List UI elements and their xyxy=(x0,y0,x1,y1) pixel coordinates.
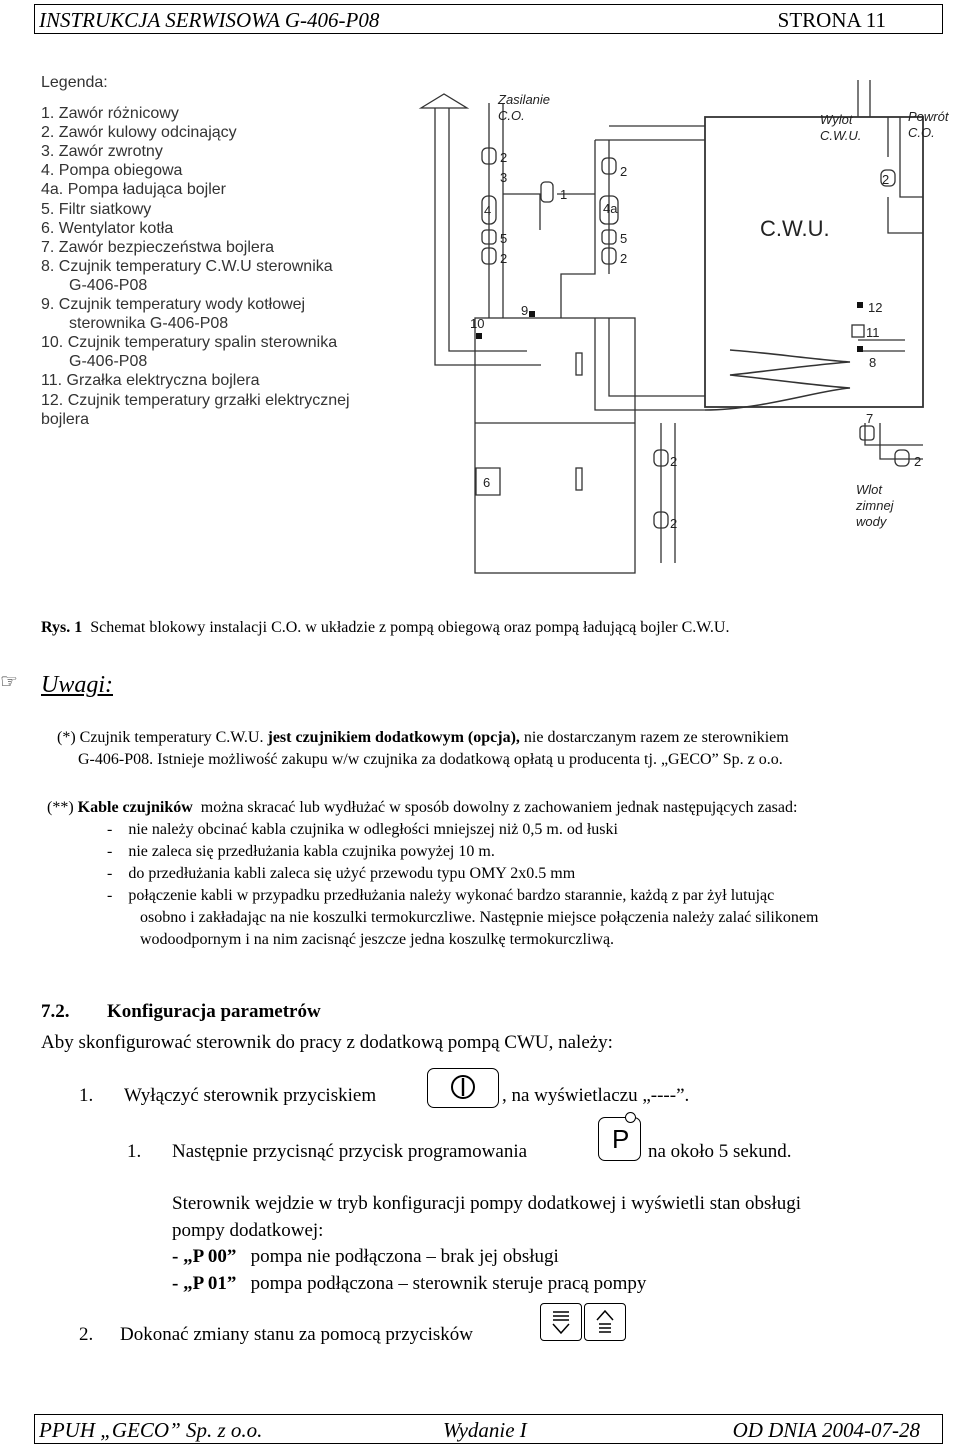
option-code: - „P 01” xyxy=(172,1273,237,1294)
footer-company: PPUH „GECO” Sp. z o.o. xyxy=(39,1418,263,1442)
document-title: INSTRUKCJA SERWISOWA G-406-P08 xyxy=(39,8,380,32)
bullet-cont: osobno i zakładając na nie koszulki termokurczliwe. Następnie miejsce połączenia należy zalać silikonem xyxy=(140,909,819,926)
label-wylot: Wylot xyxy=(820,112,853,127)
label-num: 2 xyxy=(620,251,628,266)
bullet-text: połączenie kabli w przypadku przedłużania należy wykonać bardzo starannie, każdą z par żył lutując xyxy=(128,887,775,904)
section-title: Konfiguracja parametrów xyxy=(107,1001,321,1022)
bullet-cont: wodoodpornym i na nim zacisnąć jeszcze jedna koszulkę termokurczliwą. xyxy=(140,931,615,948)
option-p01 xyxy=(172,1273,646,1295)
note-1-text: (*) Czujnik temperatury C.W.U. xyxy=(57,729,264,746)
label-num: 4 xyxy=(484,203,492,218)
label-powrot: Powrót xyxy=(908,109,949,124)
step-2-text: Następnie przycisnąć przycisk programowania xyxy=(172,1141,528,1162)
legend-item: 4a. Pompa ładująca bojler xyxy=(41,181,227,199)
label-cwu: C.W.U. xyxy=(820,128,862,143)
arrow-down-icon xyxy=(541,1304,583,1342)
boiler xyxy=(475,318,635,573)
legend-item: 7. Zawór bezpieczeństwa bojlera xyxy=(41,238,275,256)
note-2-text: można skracać lub wydłużać w sposób dowolny z zachowaniem jednak następujących zasad: xyxy=(200,799,798,816)
label-co2: C.O. xyxy=(908,125,935,140)
figure-text: Schemat blokowy instalacji C.O. w układzie z pompą obiegową oraz pompą ładującą bojler C.W.U. xyxy=(90,619,730,636)
section-heading xyxy=(41,1001,321,1023)
valve xyxy=(895,450,909,466)
program-button-label: P xyxy=(612,1124,630,1154)
legend-item: 9. Czujnik temperatury wody kotłowej xyxy=(41,296,306,314)
label-num: 1 xyxy=(560,187,568,202)
label-num: 2 xyxy=(500,150,508,165)
legend-item-cont: bojlera xyxy=(41,410,90,428)
footer-edition: Wydanie I xyxy=(443,1418,527,1442)
label-num: 4a xyxy=(603,201,618,216)
label-num: 2 xyxy=(670,454,678,469)
step-number: 1. xyxy=(127,1141,142,1162)
bullet-item: - do przedłużania kabli zaleca się użyć przewodu typu OMY 2x0.5 mm xyxy=(107,865,576,882)
note-2-bold: Kable czujników xyxy=(77,799,193,816)
label-num: 2 xyxy=(500,251,508,266)
bullet-text: nie zaleca się przedłużania kabla czujnika powyżej 10 m. xyxy=(128,843,495,860)
bullet-text: do przedłużania kabli zaleca się użyć przewodu typu OMY 2x0.5 mm xyxy=(128,865,576,882)
diff-valve xyxy=(541,182,553,202)
arrow-up-icon xyxy=(585,1304,627,1342)
bullet-item: - nie należy obcinać kabla czujnika w odległości mniejszej niż 0,5 m. od łuski xyxy=(107,821,618,838)
page-footer xyxy=(34,1414,943,1444)
bullet-text: nie należy obcinać kabla czujnika w odległości mniejszej niż 0,5 m. od łuski xyxy=(128,821,618,838)
power-button-icon xyxy=(427,1068,499,1108)
legend-item: 3. Zawór zwrotny xyxy=(41,143,163,161)
label-zasilanie: Zasilanie xyxy=(498,92,551,107)
legend-item: 10. Czujnik temperatury spalin sterownika xyxy=(41,334,338,352)
notes-title: Uwagi: xyxy=(41,672,113,698)
option-p00 xyxy=(172,1246,559,1268)
legend-item: 2. Zawór kulowy odcinający xyxy=(41,124,237,142)
legend-item-cont: G-406-P08 xyxy=(69,353,148,371)
chimney-cap xyxy=(421,94,467,108)
label-co: C.O. xyxy=(498,108,525,123)
paragraph: Sterownik wejdzie w tryb konfiguracji pompy dodatkowej i wyświetli stan obsługi xyxy=(172,1193,802,1214)
section-number: 7.2. xyxy=(41,1001,70,1022)
safety-valve xyxy=(860,426,874,440)
legend-item: 12. Czujnik temperatury grzałki elektrycznej xyxy=(41,391,350,409)
program-button-icon xyxy=(598,1117,641,1161)
legend-item: 1. Zawór różnicowy xyxy=(41,105,179,123)
legend-item: 11. Grzałka elektryczna bojlera xyxy=(41,372,260,390)
bullet-item: - nie zaleca się przedłużania kabla czujnika powyżej 10 m. xyxy=(107,843,495,860)
up-button-icon xyxy=(584,1303,626,1341)
down-button-icon xyxy=(540,1303,582,1341)
label-num: 2 xyxy=(670,516,678,531)
label-num: 5 xyxy=(620,231,628,246)
note-1-bold: jest czujnikiem dodatkowym (opcja), xyxy=(267,729,520,746)
step-number: 1. xyxy=(79,1085,94,1106)
label-num: 2 xyxy=(620,164,628,179)
label-zimnej: zimnej xyxy=(856,498,894,513)
step-3-text: Dokonać zmiany stanu za pomocą przycisków xyxy=(120,1324,473,1345)
pointing-hand-icon: ☞ xyxy=(0,671,18,693)
power-symbol-icon xyxy=(428,1069,500,1109)
note-1 xyxy=(57,727,789,749)
label-num: 2 xyxy=(914,454,922,469)
label-num: 3 xyxy=(500,170,508,185)
figure-caption xyxy=(41,619,729,637)
legend-title: Legenda: xyxy=(41,74,108,91)
label-wody: wody xyxy=(856,514,887,529)
bullet-item: - połączenie kabli w przypadku przedłużania należy wykonać bardzo starannie, każdą z par żył lutując xyxy=(107,887,775,904)
label-num: 10 xyxy=(470,316,485,331)
step-2-text-b: na około 5 sekund. xyxy=(648,1141,792,1162)
label-num: 9 xyxy=(521,303,529,318)
installation-diagram xyxy=(0,0,960,610)
footer-date: OD DNIA 2004-07-28 xyxy=(732,1418,920,1442)
legend-item-cont: sterownika G-406-P08 xyxy=(69,315,229,333)
note-2 xyxy=(47,797,797,819)
label-num: 7 xyxy=(866,411,874,426)
label-num: 6 xyxy=(483,475,491,490)
page-number: STRONA 11 xyxy=(777,8,886,32)
note-2-mark: (**) xyxy=(47,799,74,816)
note-1-text: nie dostarczanym razem ze sterownikiem xyxy=(523,729,789,746)
flue-pipe xyxy=(435,108,541,365)
label-num: 11 xyxy=(866,325,880,340)
legend-item: 6. Wentylator kotła xyxy=(41,219,174,237)
legend-item-cont: G-406-P08 xyxy=(69,276,148,294)
legend-item: 5. Filtr siatkowy xyxy=(41,200,152,218)
note-1-cont: G-406-P08. Istnieje możliwość zakupu w/w czujnika za dodatkową opłatą u producenta tj. „GECO” Sp. z o.o. xyxy=(78,751,783,768)
legend-item: 8. Czujnik temperatury C.W.U sterownika xyxy=(41,257,333,275)
option-code: - „P 00” xyxy=(172,1246,237,1267)
step-1-text-b: , na wyświetlaczu „----”. xyxy=(502,1085,690,1106)
label-num: 2 xyxy=(882,172,890,187)
label-wlot: Wlot xyxy=(856,482,882,497)
option-text: pompa nie podłączona – brak jej obsługi xyxy=(250,1246,559,1267)
cwu-tank xyxy=(705,117,923,407)
section-intro: Aby skonfigurować sterownik do pracy z dodatkową pompą CWU, należy: xyxy=(41,1032,613,1053)
label-tank: C.W.U. xyxy=(760,216,830,241)
paragraph: pompy dodatkowej: xyxy=(172,1220,324,1241)
figure-label: Rys. 1 xyxy=(41,619,83,636)
led-indicator-icon xyxy=(625,1112,636,1123)
legend-item: 4. Pompa obiegowa xyxy=(41,162,183,180)
step-number: 2. xyxy=(79,1324,94,1345)
step-1-text: Wyłączyć sterownik przyciskiem xyxy=(124,1085,377,1106)
option-text: pompa podłączona – sterownik steruje pracą pompy xyxy=(250,1273,647,1294)
label-num: 12 xyxy=(868,300,883,315)
label-num: 8 xyxy=(869,355,877,370)
label-num: 5 xyxy=(500,231,508,246)
